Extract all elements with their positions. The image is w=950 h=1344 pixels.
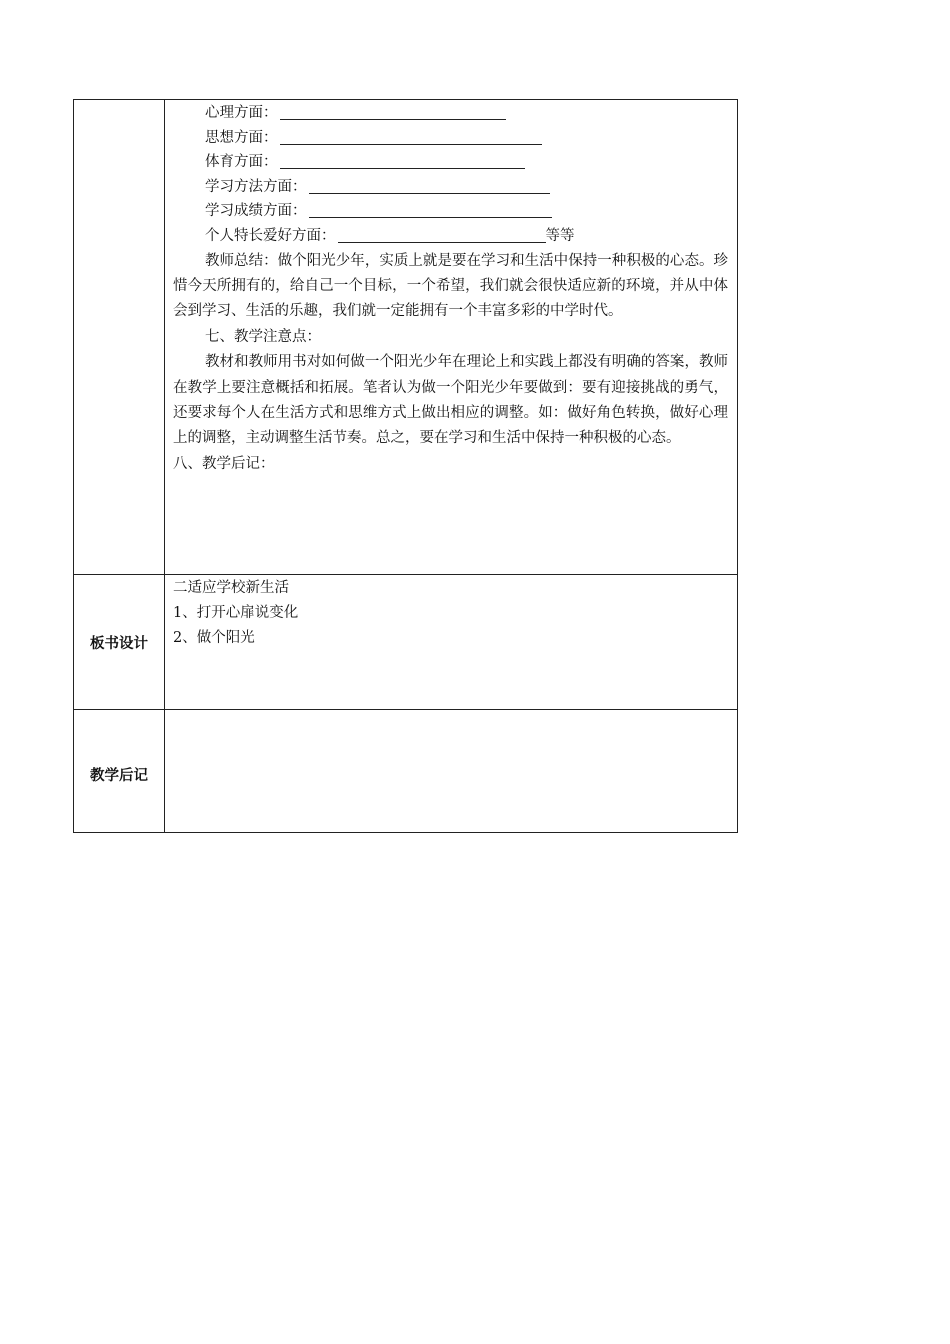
teacher-summary: 教师总结：做个阳光少年，实质上就是要在学习和生活中保持一种积极的心态。珍惜今天所拥有的，给自己一个目标，一个希望，我们就会很快适应新的环境，并从中体会到学习、生活的乐趣，我们就一定能拥有一个丰富多彩的中学时代。 xyxy=(173,252,728,320)
field-label: 心理方面： xyxy=(205,105,278,121)
board-design-cell xyxy=(165,575,737,709)
content-cell xyxy=(165,100,737,574)
postscript-cell xyxy=(165,710,737,832)
field-suffix: 等等 xyxy=(545,227,575,244)
fill-blank xyxy=(280,153,525,169)
fill-blank xyxy=(280,104,506,120)
field-label: 学习成绩方面： xyxy=(205,203,307,220)
lesson-plan-table xyxy=(73,99,738,833)
fill-blank xyxy=(309,202,552,218)
field-label: 体育方面： xyxy=(205,154,278,171)
field-thought xyxy=(173,126,728,151)
fill-blank xyxy=(338,227,546,243)
board-design-label: 板书设计 xyxy=(90,636,148,652)
fill-blank xyxy=(309,178,550,194)
field-talents xyxy=(173,224,728,249)
field-sports xyxy=(173,150,728,175)
section-7-title: 七、教学注意点： xyxy=(205,328,321,345)
board-line: 二适应学校新生活 xyxy=(173,580,289,596)
field-study-results xyxy=(173,199,728,224)
board-line: 2、做个阳光 xyxy=(173,630,255,646)
fill-blank xyxy=(280,129,542,145)
field-label: 个人特长爱好方面： xyxy=(205,227,336,244)
field-label: 思想方面： xyxy=(205,129,278,146)
postscript-label: 教学后记 xyxy=(90,768,148,784)
field-psychology xyxy=(173,101,728,126)
field-label: 学习方法方面： xyxy=(205,178,307,195)
board-line: 1、打开心扉说变化 xyxy=(173,605,299,621)
field-study-method xyxy=(173,175,728,200)
section-8-title: 八、教学后记： xyxy=(173,455,275,472)
section-7-body: 教材和教师用书对如何做一个阳光少年在理论上和实践上都没有明确的答案，教师在教学上要注意概括和拓展。笔者认为做一个阳光少年要做到：要有迎接挑战的勇气，还要求每个人在生活方式和思维方式上做出相应的调整。如：做好角色转换，做好心理上的调整，主动调整生活节奏。总之，要在学习和生活中保持一种积极的心态。 xyxy=(173,354,728,447)
